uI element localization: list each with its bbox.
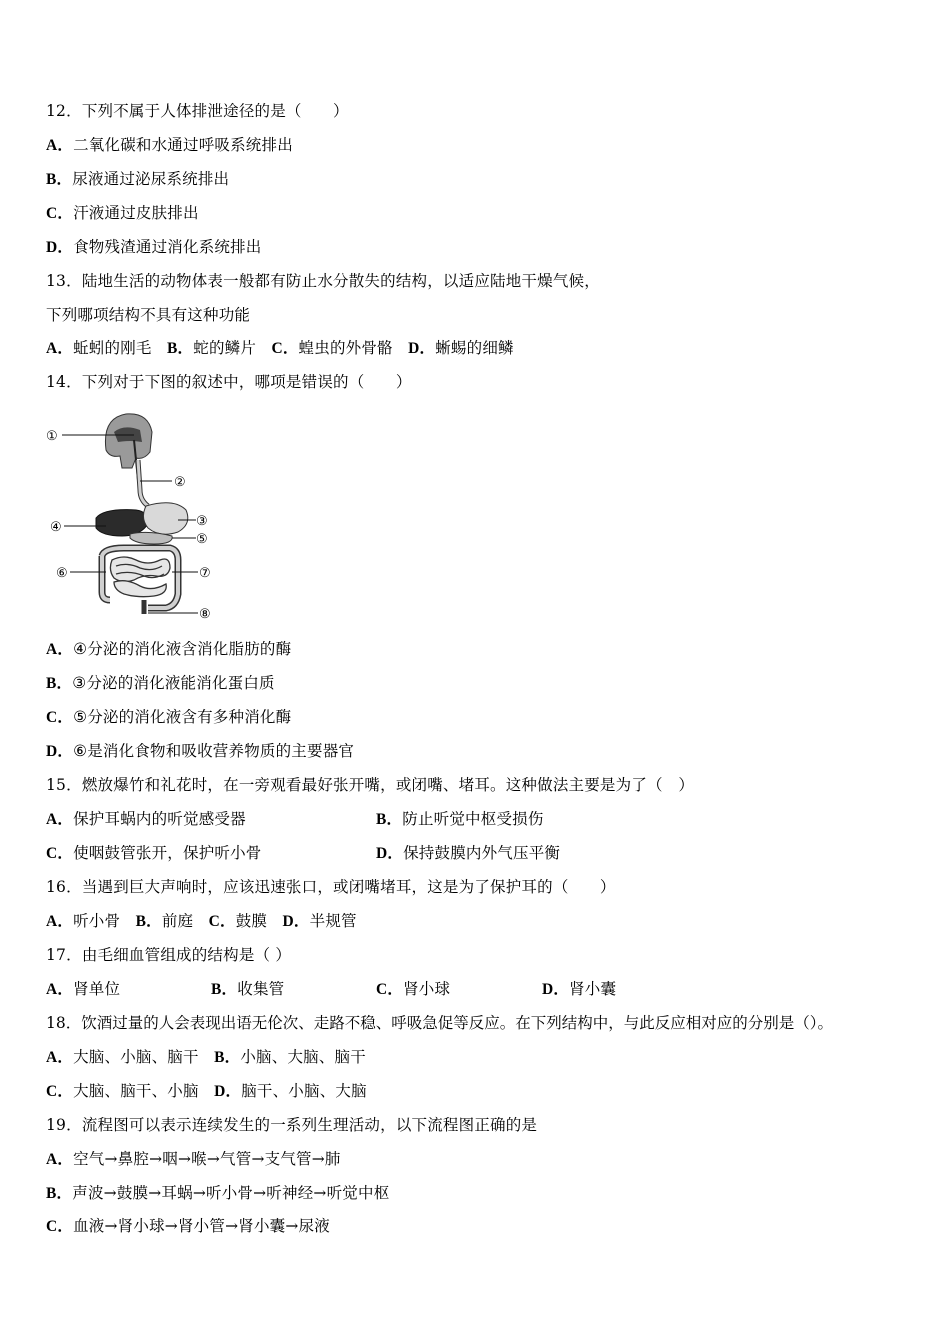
q12-option-b: B．尿液通过泌尿系统排出 [46, 170, 230, 188]
q12-option-c: C．汗液通过皮肤排出 [46, 204, 199, 222]
label-2: ② [174, 475, 186, 490]
q18-options-row1: A．大脑、小脑、脑干 B．小脑、大脑、脑干 [46, 1048, 366, 1066]
q17-stem: 17．由毛细血管组成的结构是（ ） [46, 946, 292, 964]
q12-stem: 12．下列不属于人体排泄途径的是（ ） [46, 102, 349, 120]
q13-stem-line1: 13．陆地生活的动物体表一般都有防止水分散失的结构，以适应陆地干燥气候， [46, 272, 600, 290]
head-illustration [105, 414, 152, 480]
q19-stem: 19．流程图可以表示连续发生的一系列生理活动，以下流程图正确的是 [46, 1116, 538, 1134]
label-1: ① [46, 429, 58, 444]
q15-stem: 15．燃放爆竹和礼花时，在一旁观看最好张开嘴，或闭嘴、堵耳。这种做法主要是为了（ ） [46, 776, 695, 794]
q12-option-d: D．食物残渣通过消化系统排出 [46, 238, 262, 256]
q16-options: A．听小骨 B．前庭 C．鼓膜 D．半规管 [46, 912, 357, 930]
pancreas [130, 532, 172, 544]
digestive-system-diagram [44, 410, 224, 620]
q14-option-b: B．③分泌的消化液能消化蛋白质 [46, 674, 275, 692]
q14-option-c: C．⑤分泌的消化液含有多种消化酶 [46, 708, 292, 726]
q19-option-b: B．声波→鼓膜→耳蜗→听小骨→听神经→听觉中枢 [46, 1184, 390, 1202]
q19-option-c: C．血液→肾小球→肾小管→肾小囊→尿液 [46, 1217, 330, 1235]
stomach [143, 503, 187, 534]
q13-options: A．蚯蚓的刚毛 B．蛇的鳞片 C．蝗虫的外骨骼 D．蜥蜴的细鳞 [46, 339, 514, 357]
label-7: ⑦ [199, 566, 211, 581]
q18-options-row2: C．大脑、脑干、小脑 D．脑干、小脑、大脑 [46, 1082, 367, 1100]
label-6: ⑥ [56, 566, 68, 581]
q14-option-a: A．④分泌的消化液含消化脂肪的酶 [46, 640, 292, 658]
q18-stem: 18．饮酒过量的人会表现出语无伦次、走路不稳、呼吸急促等反应。在下列结构中，与此反应相对应的分别是（）。 [46, 1014, 833, 1032]
q13-stem-line2: 下列哪项结构不具有这种功能 [46, 306, 251, 324]
exam-page: 12．下列不属于人体排泄途径的是（ ） A．二氧化碳和水通过呼吸系统排出 B．尿液通过泌尿系统排出 C．汗液通过皮肤排出 D．食物残渣通过消化系统排出 13．陆地生活的动物体表一般都有防止水分散失的结构，以适应陆地干燥气候， 下列哪项结构不具有这种功能 A．蚯蚓的刚毛 B．蛇的鳞片 C．蝗虫的外骨骼 D．蜥蜴的细鳞 14．下列对于下图的叙述中，哪项是错误的（ ） ① ② ③ ④ ⑤ ⑥ ⑦ ⑧ A．④分泌的消化液含消化脂肪的酶 B．③分泌的消化液能消化蛋白质 C．⑤分泌的消化液含有多种消化酶 D．⑥是消化食物和吸收营养物质的主要器官 15．燃放爆竹和礼花时，在一旁观看最好张开嘴，或闭嘴、堵耳。这种做法主要是为了（ ） A．保护耳蜗内的听觉感受器 B．防止听觉中枢受损伤 C．使咽鼓管张开，保护听小骨 D．保持鼓膜内外气压平衡 16．当遇到巨大声响时，应该迅速张口，或闭嘴堵耳，这是为了保护耳的（ ） A．听小骨 B．前庭 C．鼓膜 D．半规管 17．由毛细血管组成的结构是（ ） A．肾单位 B．收集管 C．肾小球 D．肾小囊 18．饮酒过量的人会表现出语无伦次、走路不稳、呼吸急促等反应。在下列结构中，与此反应相对应的分别是（）。 A．大脑、小脑、脑干 B．小脑、大脑、脑干 C．大脑、脑干、小脑 D．脑干、小脑、大脑 19．流程图可以表示连续发生的一系列生理活动，以下流程图正确的是 A．空气→鼻腔→咽→喉→气管→支气管→肺 B．声波→鼓膜→耳蜗→听小骨→听神经→听觉中枢 C．血液→肾小球→肾小管→肾小囊→尿液 [46, 102, 833, 1235]
label-5: ⑤ [196, 532, 208, 547]
label-8: ⑧ [199, 607, 211, 620]
label-4: ④ [50, 520, 62, 535]
label-3: ③ [196, 514, 208, 529]
q16-stem: 16．当遇到巨大声响时，应该迅速张口，或闭嘴堵耳，这是为了保护耳的（ ） [46, 878, 616, 896]
liver [96, 510, 148, 536]
q12-option-a: A．二氧化碳和水通过呼吸系统排出 [46, 136, 293, 154]
q14-option-d: D．⑥是消化食物和吸收营养物质的主要器官 [46, 742, 355, 760]
q14-stem: 14．下列对于下图的叙述中，哪项是错误的（ ） [46, 373, 412, 391]
q19-option-a: A．空气→鼻腔→咽→喉→气管→支气管→肺 [46, 1150, 341, 1168]
small-intestine [110, 557, 170, 597]
